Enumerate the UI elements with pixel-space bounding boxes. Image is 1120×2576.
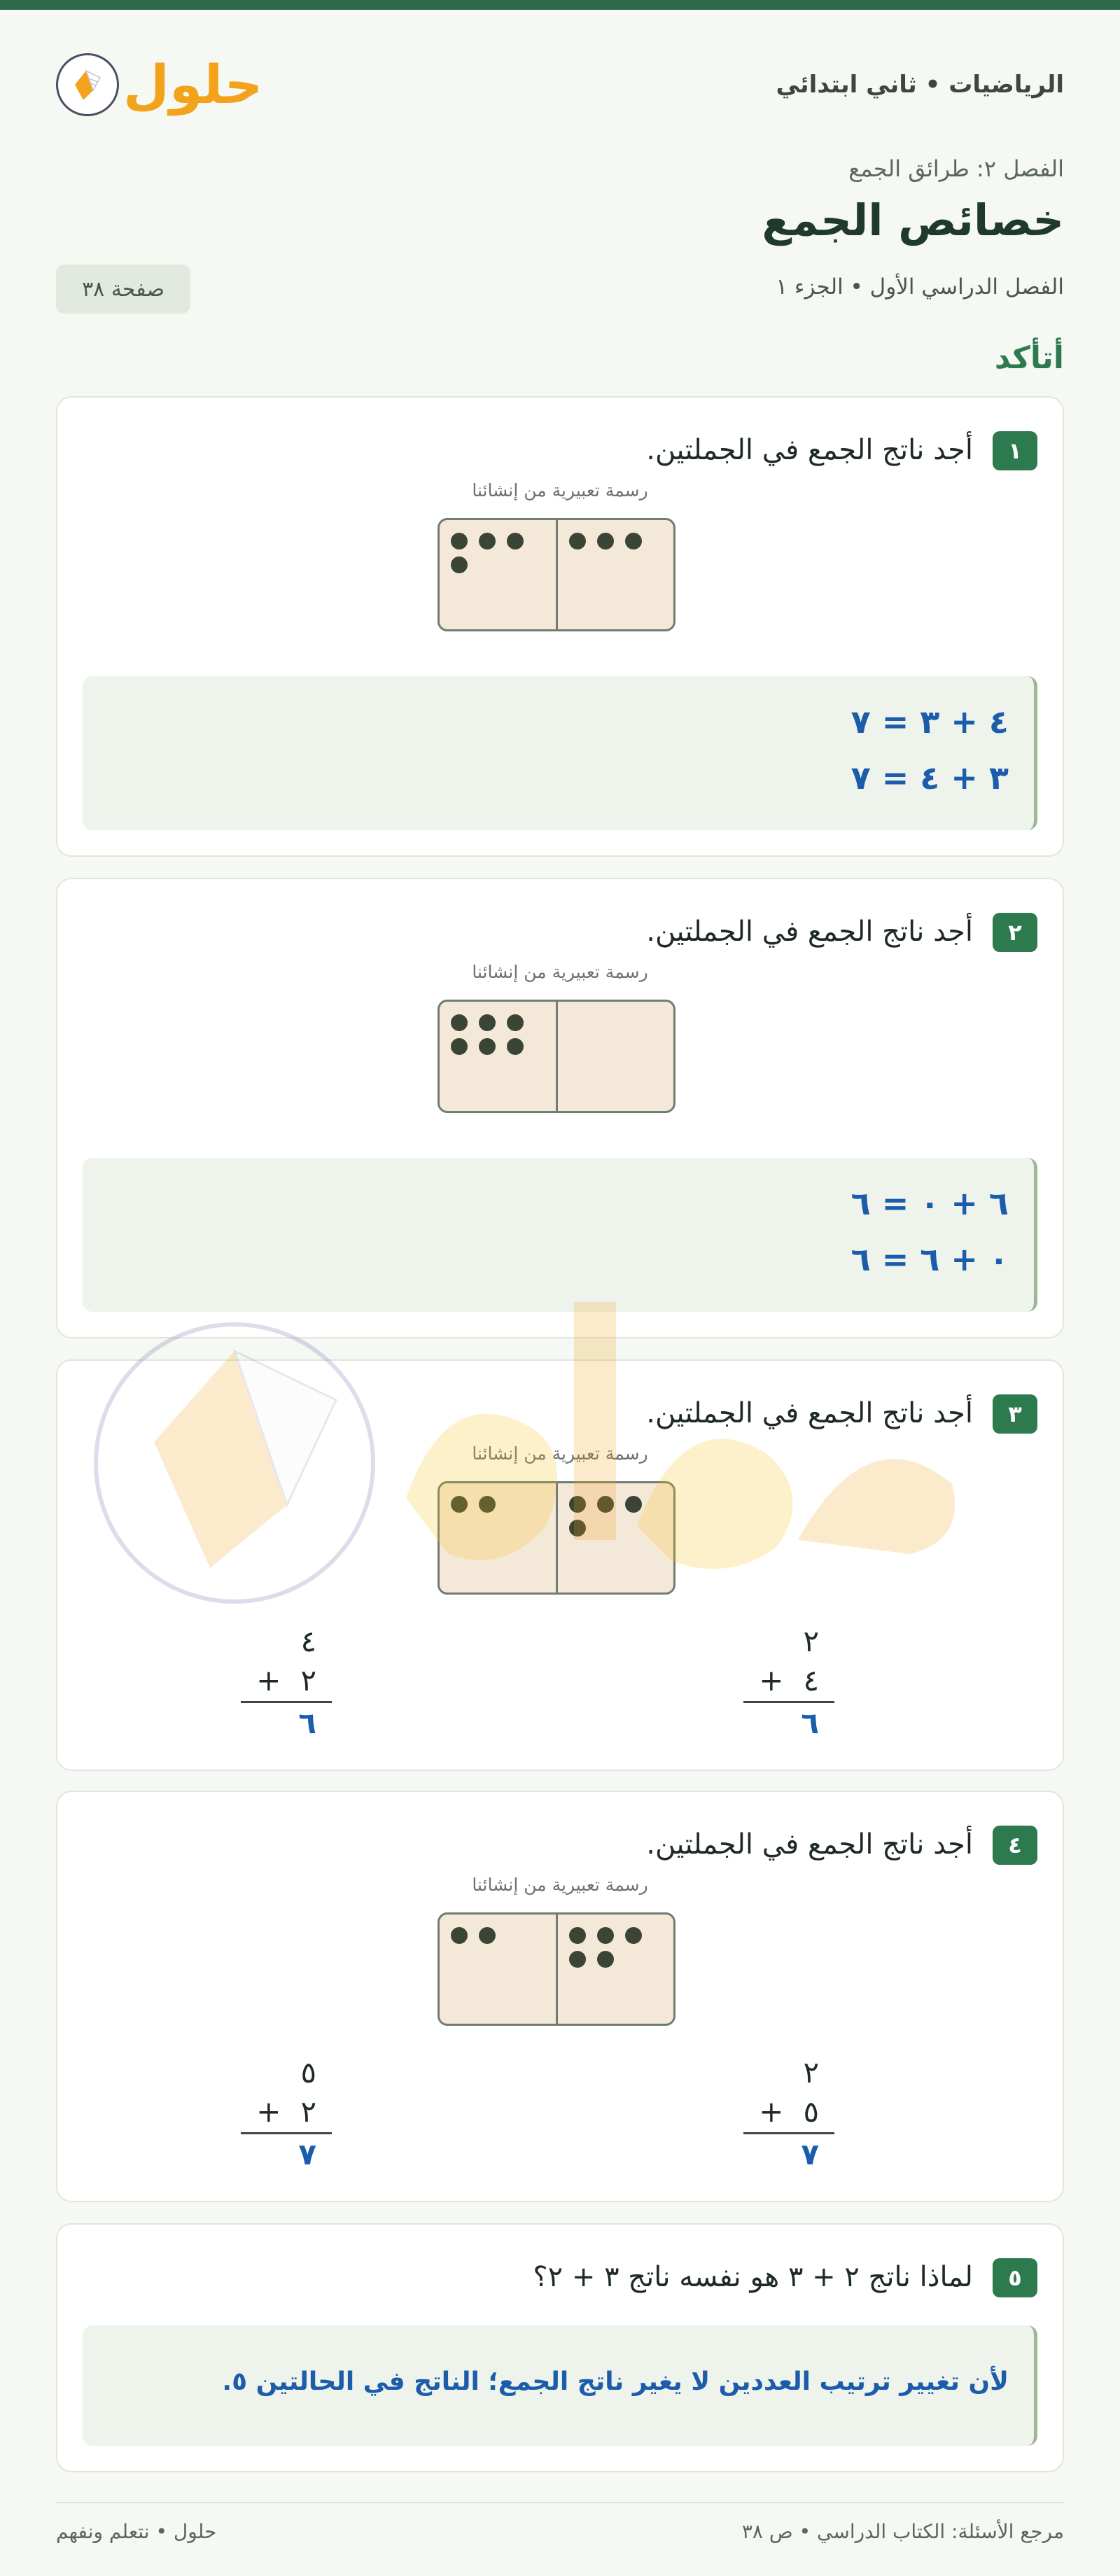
domino-dot xyxy=(597,1927,614,1944)
footer-reference: مرجع الأسئلة: الكتاب الدراسي • ص ٣٨ xyxy=(741,2520,1064,2543)
domino-dot xyxy=(451,533,468,550)
plus-sign: + xyxy=(759,1662,784,1698)
plus-sign: + xyxy=(759,2094,784,2129)
vertical-addition-right xyxy=(743,1621,834,1742)
domino-dot xyxy=(569,1520,586,1536)
domino-left-half xyxy=(440,1914,558,2024)
domino-dot xyxy=(507,533,524,550)
domino-dot xyxy=(451,556,468,573)
domino-dot xyxy=(479,1927,496,1944)
site-logo[interactable] xyxy=(56,53,262,116)
domino-left-half xyxy=(440,1002,558,1111)
answer-equation: ٦ + ٠ = ٦ xyxy=(850,1184,1009,1222)
question-number: ٤ xyxy=(993,1826,1037,1865)
question-number: ٥ xyxy=(993,2258,1037,2297)
domino-dot xyxy=(569,1927,586,1944)
plus-sign: + xyxy=(256,1662,281,1698)
answer-box xyxy=(83,1158,1037,1312)
question-number: ٣ xyxy=(993,1394,1037,1434)
question-text: أجد ناتج الجمع في الجملتين. xyxy=(646,916,973,948)
answer-box xyxy=(83,676,1037,830)
addend-bottom xyxy=(241,1660,332,1700)
plus-sign: + xyxy=(256,2094,281,2129)
domino-tile xyxy=(438,518,676,631)
addend-top xyxy=(743,2052,834,2092)
question-card-1 xyxy=(56,396,1064,857)
domino-right-half xyxy=(558,1914,674,2024)
vertical-addition-left xyxy=(241,1621,332,1742)
sum-result: ٧ xyxy=(801,2136,819,2171)
subject-label: الرياضيات • ثاني ابتدائي xyxy=(776,71,1064,99)
addend-top-value: ٤ xyxy=(300,1623,316,1658)
addend-bottom xyxy=(241,2092,332,2131)
domino-dot xyxy=(451,1496,468,1513)
chapter-label: الفصل ٢: طرائق الجمع xyxy=(848,155,1064,182)
question-text: أجد ناتج الجمع في الجملتين. xyxy=(646,1397,973,1429)
domino-dot xyxy=(507,1014,524,1031)
question-text: لماذا ناتج ٢ + ٣ هو نفسه ناتج ٣ + ٢؟ xyxy=(533,2261,973,2293)
question-card-4 xyxy=(56,1791,1064,2202)
answer-text: لأن تغيير ترتيب العددين لا يغير ناتج الجمع؛ الناتج في الحالتين ٥. xyxy=(222,2367,1009,2396)
question-number: ٢ xyxy=(993,913,1037,952)
domino-dot xyxy=(625,533,642,550)
sum-result: ٦ xyxy=(801,1705,819,1740)
question-card-5 xyxy=(56,2223,1064,2472)
sum-result: ٦ xyxy=(298,1705,316,1740)
footer-divider xyxy=(56,2502,1064,2503)
question-card-2 xyxy=(56,878,1064,1338)
question-text: أجد ناتج الجمع في الجملتين. xyxy=(646,1828,973,1861)
domino-dot xyxy=(479,1014,496,1031)
answer-equation: ٣ + ٤ = ٧ xyxy=(850,759,1009,797)
domino-dot xyxy=(625,1496,642,1513)
top-accent-bar xyxy=(0,0,1120,10)
footer-brand: حلول • نتعلم ونفهم xyxy=(56,2520,217,2543)
addend-bottom-value: ٢ xyxy=(300,2094,316,2129)
page-header xyxy=(56,46,1064,123)
domino-dot xyxy=(569,1496,586,1513)
domino-right-half xyxy=(558,1002,674,1111)
domino-dot xyxy=(597,1496,614,1513)
domino-right-half xyxy=(558,1483,674,1592)
answer-equation: ٠ + ٦ = ٦ xyxy=(850,1240,1009,1278)
domino-dot xyxy=(569,1951,586,1968)
answer-box xyxy=(83,2325,1037,2446)
addend-bottom-value: ٥ xyxy=(803,2094,819,2129)
addend-bottom-value: ٤ xyxy=(803,1662,819,1698)
question-number: ١ xyxy=(993,431,1037,470)
domino-dot xyxy=(451,1014,468,1031)
addend-bottom xyxy=(743,2092,834,2131)
addend-top xyxy=(743,1621,834,1660)
domino-dot xyxy=(451,1038,468,1055)
page-number-badge: صفحة ٣٨ xyxy=(56,265,190,314)
domino-dot xyxy=(569,533,586,550)
vertical-addition-right xyxy=(743,2052,834,2174)
domino-tile xyxy=(438,1000,676,1113)
addend-bottom-value: ٢ xyxy=(300,1662,316,1698)
domino-dot xyxy=(479,1038,496,1055)
question-card-3 xyxy=(56,1359,1064,1771)
domino-tile xyxy=(438,1912,676,2026)
addend-top-value: ٢ xyxy=(803,1623,819,1658)
domino-dot xyxy=(625,1927,642,1944)
domino-dot xyxy=(507,1038,524,1055)
addend-bottom xyxy=(743,1660,834,1700)
addend-top xyxy=(241,2052,332,2092)
addend-top-value: ٢ xyxy=(803,2054,819,2090)
addend-top xyxy=(241,1621,332,1660)
domino-dot xyxy=(479,1496,496,1513)
domino-dot xyxy=(479,533,496,550)
domino-left-half xyxy=(440,520,558,629)
vertical-addition-left xyxy=(241,2052,332,2174)
domino-right-half xyxy=(558,520,674,629)
illustration-caption: رسمة تعبيرية من إنشائنا xyxy=(472,1875,648,1895)
logo-book-icon xyxy=(56,53,119,116)
domino-dot xyxy=(451,1927,468,1944)
illustration-caption: رسمة تعبيرية من إنشائنا xyxy=(472,1443,648,1464)
term-label: الفصل الدراسي الأول • الجزء ١ xyxy=(776,274,1064,300)
domino-left-half xyxy=(440,1483,558,1592)
logo-wordmark: حلول xyxy=(123,53,263,115)
sum-result: ٧ xyxy=(298,2136,316,2171)
answer-equation: ٤ + ٣ = ٧ xyxy=(850,703,1009,741)
domino-tile xyxy=(438,1481,676,1595)
question-text: أجد ناتج الجمع في الجملتين. xyxy=(646,434,973,466)
domino-dot xyxy=(597,1951,614,1968)
addend-top-value: ٥ xyxy=(300,2054,316,2090)
section-title: أتأكد xyxy=(994,340,1064,376)
domino-dot xyxy=(597,533,614,550)
page-title: خصائص الجمع xyxy=(762,195,1064,246)
illustration-caption: رسمة تعبيرية من إنشائنا xyxy=(472,962,648,982)
illustration-caption: رسمة تعبيرية من إنشائنا xyxy=(472,480,648,500)
